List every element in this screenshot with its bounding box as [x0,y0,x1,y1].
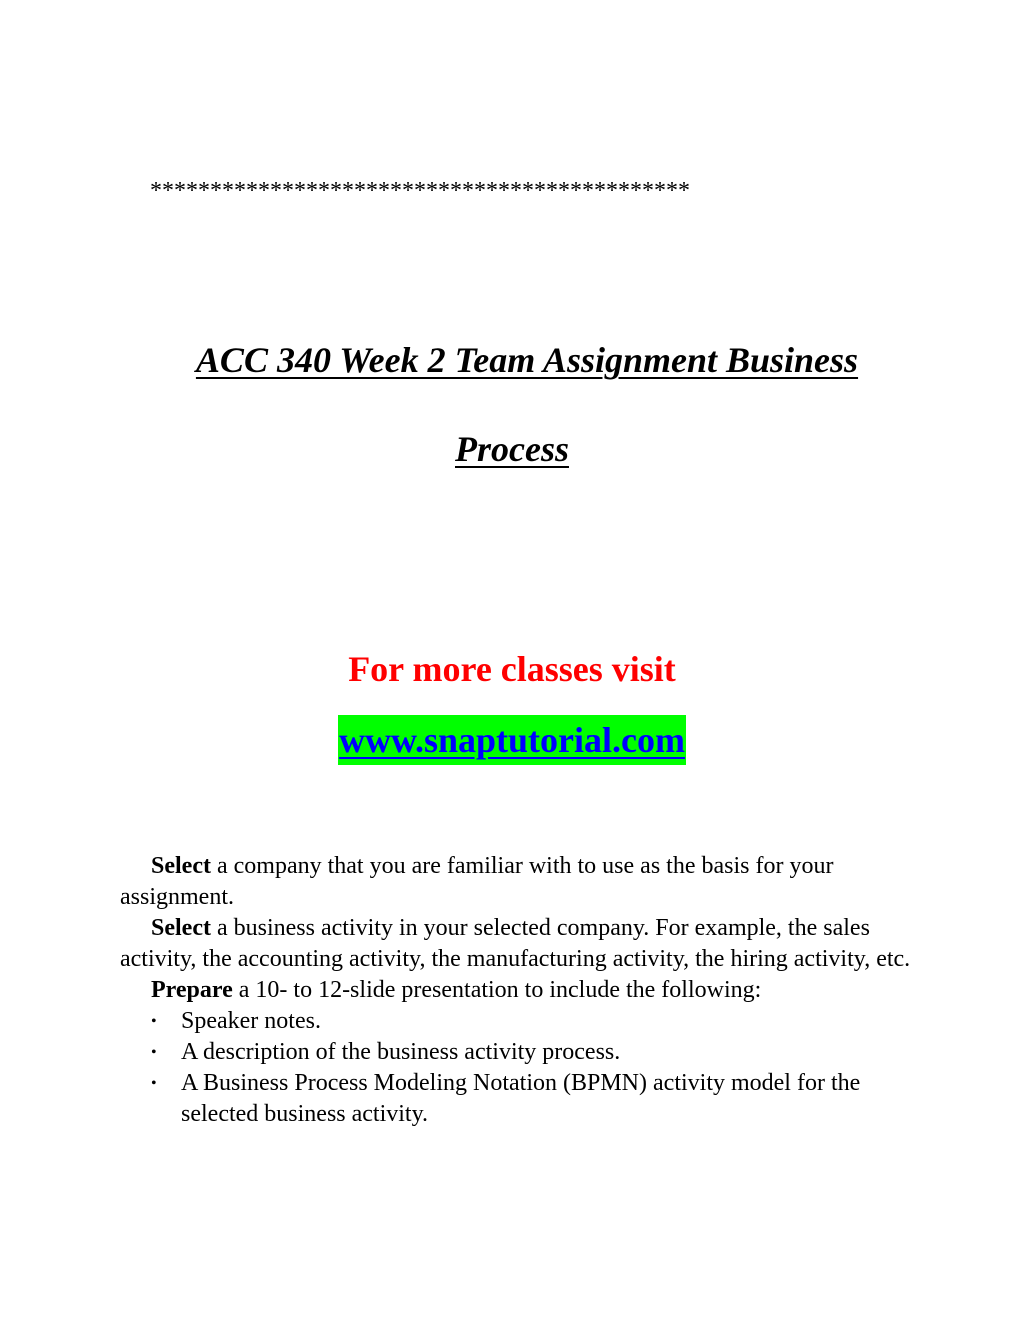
document-title-line-2 [0,427,1024,471]
list-item-text: Speaker notes. [181,1008,321,1034]
asterisk-separator: ********************************************* [150,178,690,204]
document-title-line-1 [0,338,1024,382]
instruction-paragraph-2 [120,913,920,975]
list-item-text: A Business Process Modeling Notation (BPMN) activity model for the selected business activity. [181,1070,861,1127]
bullet-icon: • [151,1075,157,1092]
instruction-text-2: a business activity in your selected company. For example, the sales activity, the accounting activity, the manufacturing activity, the hiring activity, etc. [120,915,911,972]
list-item [120,1068,920,1130]
instruction-paragraph-3 [120,975,920,1006]
visit-heading: For more classes visit [348,649,676,689]
assignment-instructions [120,851,920,1130]
title-line-2-text: Process [455,429,569,469]
instruction-lead-3: Prepare [151,977,233,1003]
title-line-1-text: ACC 340 Week 2 Team Assignment Business [195,340,859,380]
instruction-lead-1: Select [151,853,211,879]
list-item-text: A description of the business activity process. [181,1039,621,1065]
list-item [120,1037,920,1068]
list-item [120,1006,920,1037]
website-link[interactable]: www.snaptutorial.com [338,715,686,765]
website-link-container [0,715,1024,765]
bullet-icon: • [151,1044,157,1061]
instruction-paragraph-1 [120,851,920,913]
requirements-list [120,1006,920,1130]
instruction-lead-2: Select [151,915,211,941]
bullet-icon: • [151,1013,157,1030]
instruction-text-1: a company that you are familiar with to use as the basis for your assignment. [120,853,834,910]
instruction-text-3: a 10- to 12-slide presentation to include the following: [232,977,762,1003]
